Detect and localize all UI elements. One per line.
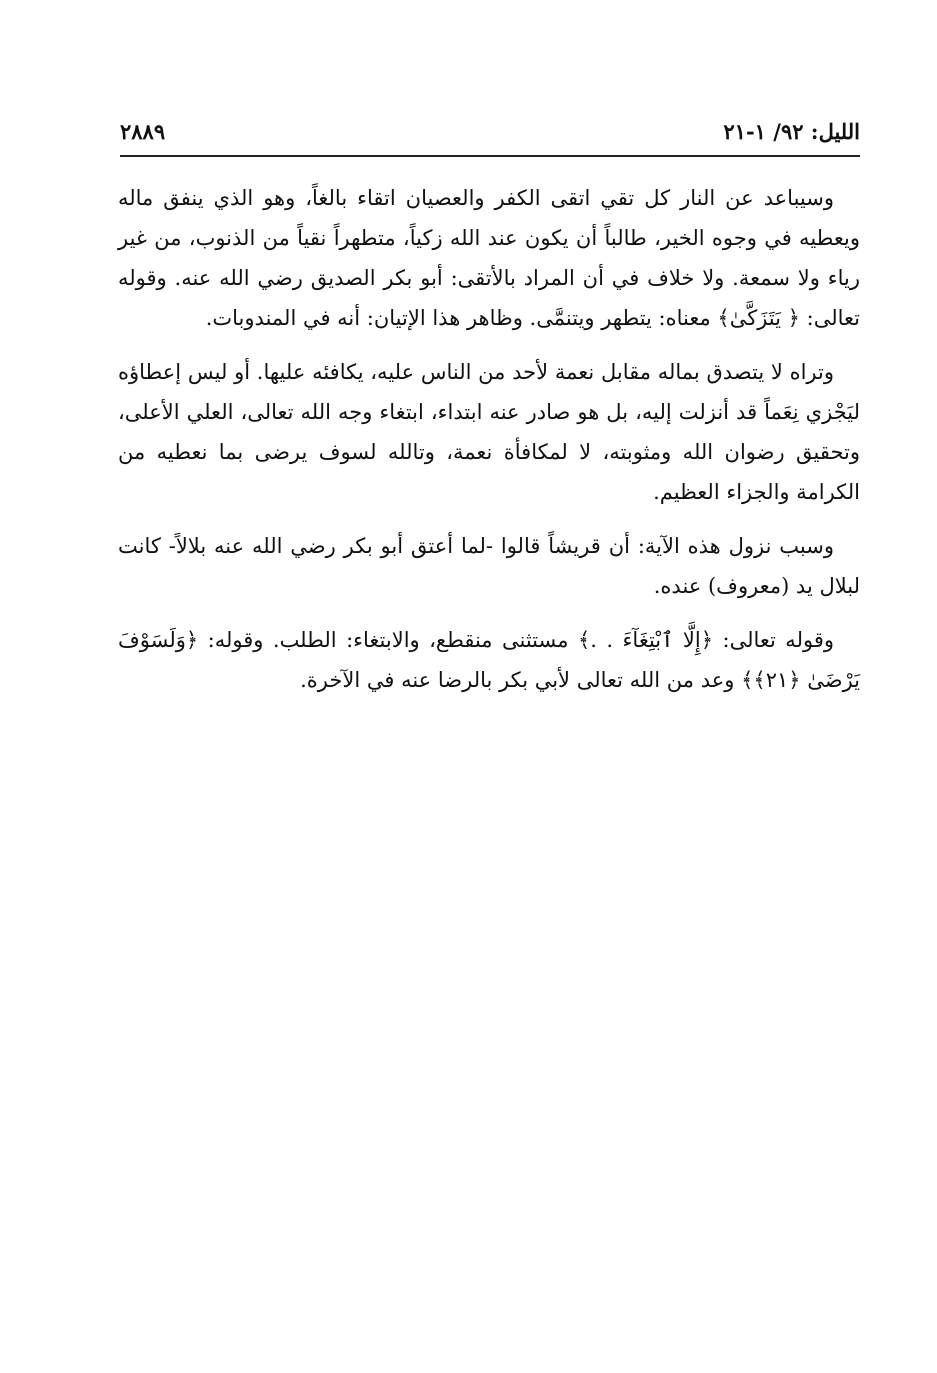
paragraph-3: وسبب نزول هذه الآية: أن قريشاً قالوا -لما أعتق أبو بكر رضي الله عنه بلالاً- كانت لبلال يد (معروف) عنده. — [118, 534, 860, 598]
paragraph-1: وسيباعد عن النار كل تقي اتقى الكفر والعصيان اتقاء بالغاً، وهو الذي ينفق ماله ويعطيه في وجوه الخير، طالباً أن يكون عند الله زكياً، متطهراً نقياً من الذنوب، من غير رياء ولا سمعة. ولا خلاف في أن المراد بالأتقى: أبو بكر الصديق رضي الله عنه. وقوله تعالى: ﴿ يَتَزَكَّىٰ﴾ معناه: يتطهر ويتنمَّى. وظاهر هذا الإتيان: أنه في المندوبات. — [118, 186, 860, 330]
page-body — [118, 178, 860, 714]
header-divider — [120, 155, 860, 157]
page-header — [120, 112, 860, 152]
paragraph-2: وتراه لا يتصدق بماله مقابل نعمة لأحد من الناس عليه، يكافئه عليها. أو ليس إعطاؤه ليَجْزي نِعَماً قد أنزلت إليه، بل هو صادر عنه ابتداء، ابتغاء وجه الله تعالى، العلي الأعلى، وتحقيق رضوان الله ومثوبته، لا لمكافأة نعمة، وتالله لسوف يرضى بما نعطيه من الكرامة والجزاء العظيم. — [118, 360, 860, 504]
surah-reference: الليل: ٩٢/ ١-٢١ — [723, 119, 860, 144]
paragraph-4: وقوله تعالى: ﴿إِلَّا ٱبْتِغَآءَ . .﴾ مستثنى منقطع، والابتغاء: الطلب. وقوله: ﴿وَلَسَوْفَ يَرْضَىٰ ﴿٢١﴾﴾ وعد من الله تعالى لأبي بكر بالرضا عنه في الآخرة. — [118, 628, 860, 692]
page-number: ٢٨٨٩ — [120, 119, 166, 144]
